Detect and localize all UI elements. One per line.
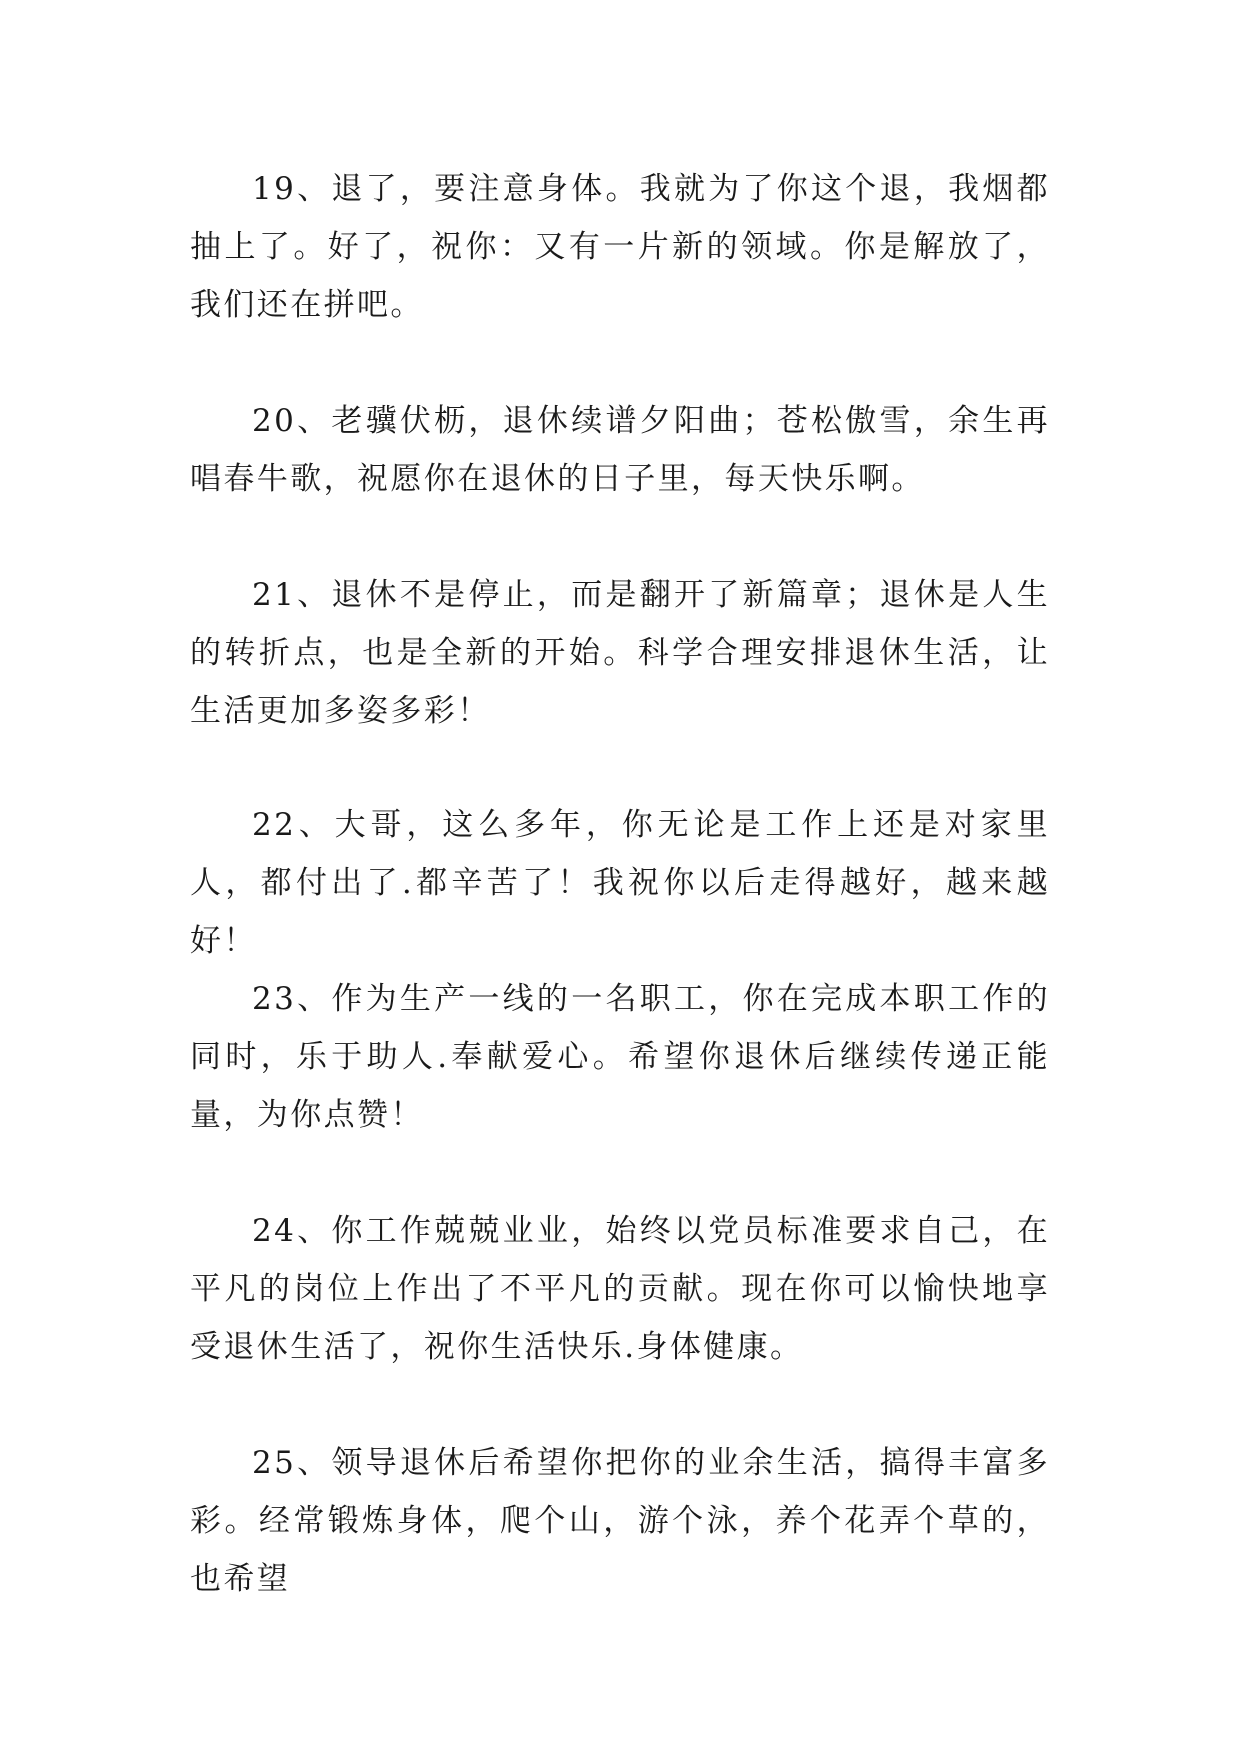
paragraph-21: 21、退休不是停止，而是翻开了新篇章；退休是人生的转折点，也是全新的开始。科学合理安排退休生活，让生活更加多姿多彩！ [190,577,1050,729]
paragraph-22: 22、大哥，这么多年，你无论是工作上还是对家里人，都付出了.都辛苦了！我祝你以后走得越好，越来越好！ [190,807,1050,959]
paragraph-23: 23、作为生产一线的一名职工，你在完成本职工作的同时，乐于助人.奉献爱心。希望你退休后继续传递正能量，为你点赞！ [190,981,1050,1133]
paragraph-25: 25、领导退休后希望你把你的业余生活，搞得丰富多彩。经常锻炼身体，爬个山，游个泳，养个花弄个草的，也希望 [190,1445,1050,1597]
paragraph-19: 19、退了，要注意身体。我就为了你这个退，我烟都抽上了。好了，祝你：又有一片新的领域。你是解放了，我们还在拼吧。 [190,171,1050,323]
paragraph-24: 24、你工作兢兢业业，始终以党员标准要求自己，在平凡的岗位上作出了不平凡的贡献。现在你可以愉快地享受退休生活了，祝你生活快乐.身体健康。 [190,1213,1050,1365]
paragraph-20: 20、老骥伏枥，退休续谱夕阳曲；苍松傲雪，余生再唱春牛歌，祝愿你在退休的日子里，每天快乐啊。 [190,403,1050,497]
